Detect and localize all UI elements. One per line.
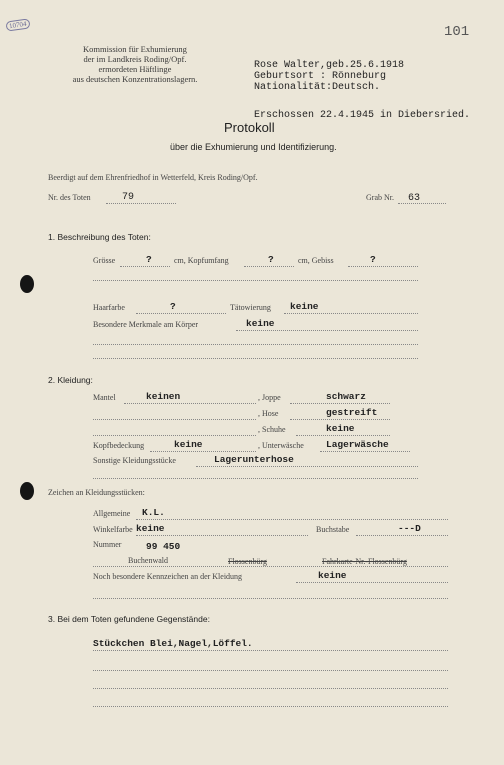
buchstabe-label: Buchstabe: [316, 525, 350, 534]
merkmale-value: keine: [246, 318, 275, 329]
merkmale-label: Besondere Merkmale am Körper: [93, 320, 199, 329]
page-title: Protokoll: [224, 120, 275, 135]
gebiss-value: ?: [370, 254, 376, 265]
commission-line-3: ermordeten Häftlinge: [98, 64, 172, 74]
commission-line-1: Kommission für Exhumierung: [83, 44, 187, 54]
buchstabe-value: ---D: [398, 523, 421, 534]
sonstige-label: Sonstige Kleidungsstücke: [93, 456, 176, 465]
kopfbedeckung-label: Kopfbedeckung: [93, 441, 145, 450]
nr-toten-label: Nr. des Toten: [48, 193, 91, 202]
taetowierung-value: keine: [290, 301, 319, 312]
person-name-birth: Rose Walter,geb.25.6.1918: [254, 60, 405, 71]
noch-kennzeichen-label: Noch besondere Kennzeichen an der Kleidung: [93, 572, 243, 581]
mantel-value: keinen: [146, 391, 181, 402]
nummer-value: 99 450: [146, 541, 181, 552]
person-shot-info: Erschossen 22.4.1945 in Diebersried.: [254, 110, 471, 121]
joppe-label: , Joppe: [258, 393, 281, 402]
person-info: [254, 60, 404, 93]
section1-heading: 1. Beschreibung des Toten:: [48, 232, 151, 242]
noch-kennzeichen-value: keine: [318, 570, 347, 581]
hose-label: , Hose: [258, 409, 279, 418]
page-subtitle: über die Exhumierung und Identifizierung.: [170, 142, 337, 152]
allgemeine-label: Allgemeine: [93, 509, 131, 518]
camp-buchenwald: Buchenwald: [128, 556, 168, 565]
unterwaesche-value: Lagerwäsche: [326, 439, 389, 450]
groesse-value: ?: [146, 254, 152, 265]
winkelfarbe-label: Winkelfarbe: [93, 525, 133, 534]
page-number: 101: [444, 24, 470, 40]
unterwaesche-label: , Unterwäsche: [258, 441, 304, 450]
commission-line-4: aus deutschen Konzentrationslagern.: [72, 74, 198, 84]
commission-header: [50, 44, 220, 84]
cm-gebiss-label: cm, Gebiss: [298, 256, 334, 265]
person-birthplace: Geburtsort : Rönneburg: [254, 71, 387, 82]
camp-flossenbuerg-struck: Flossenbürg: [228, 557, 267, 566]
haarfarbe-value: ?: [170, 301, 176, 312]
grab-nr-value: 63: [408, 193, 421, 204]
nr-toten-value: 79: [122, 192, 135, 203]
haarfarbe-label: Haarfarbe: [93, 303, 125, 312]
schuhe-label: , Schuhe: [258, 425, 286, 434]
taetowierung-label: Tätowierung: [230, 303, 271, 312]
kopfumfang-value: ?: [268, 254, 274, 265]
burial-line: Beerdigt auf dem Ehrenfriedhof in Wetterfeld, Kreis Roding/Opf.: [48, 173, 258, 182]
archive-stamp: 10704: [5, 18, 30, 31]
winkelfarbe-value: keine: [136, 523, 165, 534]
person-nationality: Nationalität:Deutsch.: [254, 82, 381, 93]
marks-heading: Zeichen an Kleidungsstücken:: [48, 488, 145, 497]
punch-hole-top: [20, 275, 34, 293]
allgemeine-value: K.L.: [142, 507, 165, 518]
hose-value: gestreift: [326, 407, 378, 418]
schuhe-value: keine: [326, 423, 355, 434]
mantel-label: Mantel: [93, 393, 116, 402]
groesse-label: Grösse: [93, 256, 116, 265]
grab-nr-label: Grab Nr.: [366, 193, 394, 202]
punch-hole-bottom: [20, 482, 34, 500]
cm-kopfumfang-label: cm, Kopfumfang: [174, 256, 229, 265]
sonstige-value: Lagerunterhose: [214, 454, 294, 465]
section3-heading: 3. Bei dem Toten gefundene Gegenstände:: [48, 614, 210, 624]
joppe-value: schwarz: [326, 391, 366, 402]
commission-line-2: der im Landkreis Roding/Opf.: [83, 54, 187, 64]
nummer-label: Nummer: [93, 540, 122, 549]
section2-heading: 2. Kleidung:: [48, 375, 93, 385]
found-items-value: Stückchen Blei,Nagel,Löffel.: [93, 638, 253, 649]
kopfbedeckung-value: keine: [174, 439, 203, 450]
fahrkarte-struck: Fahrkarte-Nr.-Flossenbürg: [322, 557, 407, 566]
